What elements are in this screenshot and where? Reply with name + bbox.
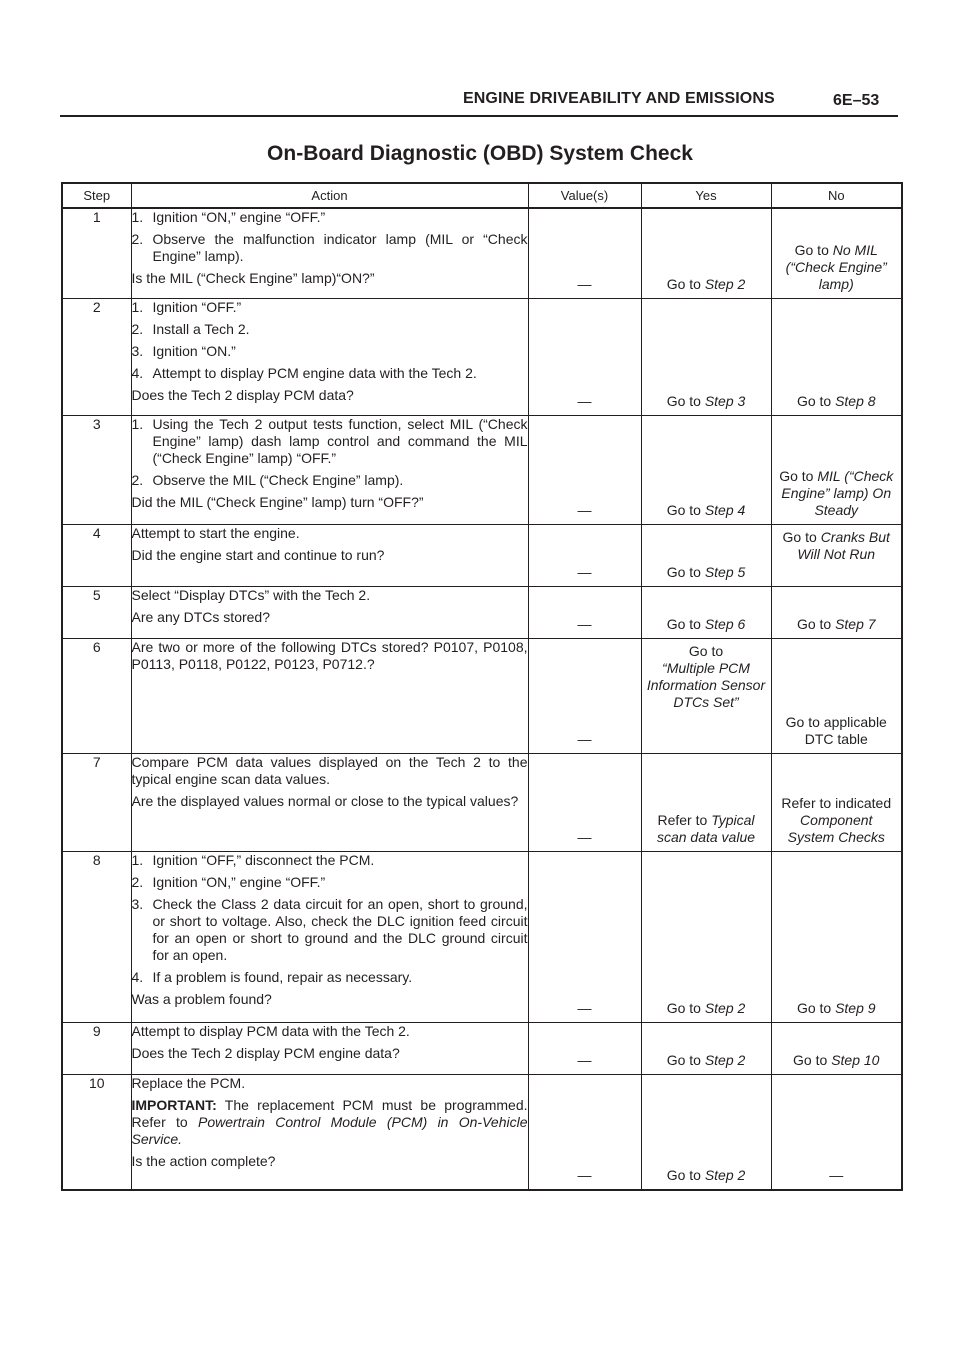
step-number: 2 <box>62 298 131 415</box>
table-row <box>62 415 902 524</box>
no-cell: Go to Step 10 <box>771 1022 902 1074</box>
action-item: 2. Observe the MIL (“Check Engine” lamp). <box>131 471 404 488</box>
table-row <box>62 851 902 1022</box>
action-item: 1. Using the Tech 2 output tests function, select MIL (“Check Engine” lamp) dash lamp control and command the MIL (“Check Engine” lamp) “OFF.” <box>131 415 528 466</box>
action-text: Select “Display DTCs” with the Tech 2. <box>131 586 371 603</box>
col-header-values: Value(s) <box>528 183 641 208</box>
action-item: 2. Install a Tech 2. <box>131 320 250 337</box>
action-cell <box>131 586 528 638</box>
no-cell: Go to Cranks But Will Not Run <box>771 524 902 586</box>
value-cell: — <box>528 524 641 586</box>
action-question: Is the MIL (“Check Engine” lamp)“ON?” <box>131 270 375 286</box>
action-cell <box>131 415 528 524</box>
no-cell <box>771 638 902 753</box>
yes-link[interactable]: Step 2 <box>704 275 746 292</box>
table-row <box>62 524 902 586</box>
action-question: Is the action complete? <box>131 1152 276 1169</box>
action-question: Was a problem found? <box>131 990 272 1007</box>
no-cell <box>771 1074 902 1190</box>
value-cell: — <box>528 638 641 753</box>
no-link[interactable]: Step 9 <box>835 999 876 1016</box>
table-row <box>62 753 902 851</box>
action-question: Are the displayed values normal or close to the typical values? <box>131 792 519 809</box>
no-link[interactable]: Component System Checks <box>787 811 885 845</box>
no-link[interactable]: Step 10 <box>831 1051 880 1068</box>
action-cell <box>131 1022 528 1074</box>
page-number: 6E–53 <box>833 92 880 109</box>
action-question: Are two or more of the following DTCs stored? P0107, P0108, P0113, P0118, P0122, P0123, P0712.? <box>131 638 528 672</box>
table-row <box>62 298 902 415</box>
step-number: 5 <box>62 586 131 638</box>
yes-cell: Go to Step 3 <box>641 298 771 415</box>
yes-link[interactable]: Step 4 <box>704 501 746 518</box>
no-cell: Go to No MIL (“Check Engine” lamp) <box>771 208 902 298</box>
yes-link[interactable]: Typical scan data value <box>656 811 756 845</box>
table-row <box>62 638 902 753</box>
yes-link[interactable]: Step 6 <box>704 615 746 632</box>
yes-cell: Go to Step 2 <box>641 208 771 298</box>
col-header-action: Action <box>131 183 528 208</box>
action-cell <box>131 753 528 851</box>
no-link[interactable]: No MIL (“Check Engine” lamp) <box>785 241 887 292</box>
no-text: Go to applicable DTC table <box>785 713 887 747</box>
no-cell: Go to Step 7 <box>771 586 902 638</box>
no-cell: Go to MIL (“Check Engine” lamp) On Steady <box>771 415 902 524</box>
step-number: 4 <box>62 524 131 586</box>
action-cell <box>131 851 528 1022</box>
step-number: 9 <box>62 1022 131 1074</box>
header-rule <box>60 115 898 117</box>
table-row <box>62 1074 902 1190</box>
yes-link[interactable]: Step 2 <box>704 999 746 1016</box>
action-text: Attempt to start the engine. <box>131 524 300 541</box>
action-item: 4. Attempt to display PCM engine data with the Tech 2. <box>131 364 477 381</box>
action-item: 1. Ignition “ON,” engine “OFF.” <box>131 209 326 225</box>
action-item: 3. Check the Class 2 data circuit for an open, short to ground, or short to voltage. Also, check the DLC ignition feed circuit for an open or short to ground and the DLC ground circuit for an open. <box>131 895 528 963</box>
action-text: Attempt to display PCM data with the Tech 2. <box>131 1022 410 1039</box>
action-item: 3. Ignition “ON.” <box>131 342 236 359</box>
step-number: 1 <box>62 208 131 298</box>
action-question: Does the Tech 2 display PCM data? <box>131 386 354 403</box>
yes-cell: Go to Step 2 <box>641 1022 771 1074</box>
value-cell: — <box>528 1074 641 1190</box>
no-text: — <box>829 1167 844 1183</box>
action-question: Does the Tech 2 display PCM engine data? <box>131 1044 400 1061</box>
yes-link[interactable]: Step 2 <box>704 1051 746 1068</box>
action-question: Are any DTCs stored? <box>131 608 270 625</box>
value-cell: — <box>528 208 641 298</box>
yes-cell: Refer to Typical scan data value <box>641 753 771 851</box>
table-row <box>62 1022 902 1074</box>
no-link[interactable]: Cranks But Will Not Run <box>797 528 890 562</box>
no-link[interactable]: Step 8 <box>835 392 876 409</box>
yes-link[interactable]: Step 5 <box>704 563 746 580</box>
action-question: Did the MIL (“Check Engine” lamp) turn “OFF?” <box>131 493 424 510</box>
action-item: 4. If a problem is found, repair as necessary. <box>131 968 413 985</box>
action-cell <box>131 638 528 753</box>
col-header-yes: Yes <box>641 183 771 208</box>
action-cell <box>131 524 528 586</box>
action-cell <box>131 1074 528 1190</box>
diagnostic-table <box>61 182 903 1191</box>
value-cell: — <box>528 1022 641 1074</box>
important-note: IMPORTANT: The replacement PCM must be programmed. Refer to Powertrain Control Module (PCM) in On-Vehicle Service. <box>131 1096 528 1147</box>
action-text: Compare PCM data values displayed on the Tech 2 to the typical engine scan data values. <box>131 753 528 787</box>
value-cell: — <box>528 753 641 851</box>
yes-cell: Go to Step 5 <box>641 524 771 586</box>
action-cell <box>131 208 528 298</box>
action-item: 2. Ignition “ON,” engine “OFF.” <box>131 873 326 890</box>
table-row <box>62 586 902 638</box>
section-header: ENGINE DRIVEABILITY AND EMISSIONS <box>463 90 775 107</box>
yes-link[interactable]: “Multiple PCM Information Sensor DTCs Set” <box>646 659 766 710</box>
yes-link[interactable]: Step 3 <box>704 392 746 409</box>
step-number: 7 <box>62 753 131 851</box>
no-link[interactable]: MIL (“Check Engine” lamp) On Steady <box>781 467 894 518</box>
yes-link[interactable]: Step 2 <box>704 1167 746 1183</box>
step-number: 6 <box>62 638 131 753</box>
yes-cell: Go to Step 2 <box>641 1074 771 1190</box>
action-cell <box>131 298 528 415</box>
action-question: Did the engine start and continue to run? <box>131 546 385 563</box>
yes-cell: Go to Step 4 <box>641 415 771 524</box>
action-text: Replace the PCM. <box>131 1074 246 1091</box>
value-cell: — <box>528 415 641 524</box>
action-item: 1. Ignition “OFF,” disconnect the PCM. <box>131 851 375 868</box>
table-header-row <box>62 183 902 208</box>
value-cell: — <box>528 851 641 1022</box>
action-item: 1. Ignition “OFF.” <box>131 298 242 315</box>
table-row <box>62 208 902 298</box>
yes-cell: Go to Step 2 <box>641 851 771 1022</box>
yes-cell: Go to Step 6 <box>641 586 771 638</box>
step-number: 8 <box>62 851 131 1022</box>
step-number: 3 <box>62 415 131 524</box>
value-cell: — <box>528 298 641 415</box>
page-title: On-Board Diagnostic (OBD) System Check <box>267 142 693 165</box>
step-number: 10 <box>62 1074 131 1190</box>
no-link[interactable]: Step 7 <box>835 615 876 632</box>
col-header-no: No <box>771 183 902 208</box>
value-cell: — <box>528 586 641 638</box>
col-header-step: Step <box>62 183 131 208</box>
no-cell: Go to Step 9 <box>771 851 902 1022</box>
yes-cell: Go to “Multiple PCM Information Sensor DTCs Set” <box>641 638 771 753</box>
no-cell: Refer to indicated Component System Checks <box>771 753 902 851</box>
action-item: 2. Observe the malfunction indicator lamp (MIL or “Check Engine” lamp). <box>131 231 528 264</box>
no-cell: Go to Step 8 <box>771 298 902 415</box>
